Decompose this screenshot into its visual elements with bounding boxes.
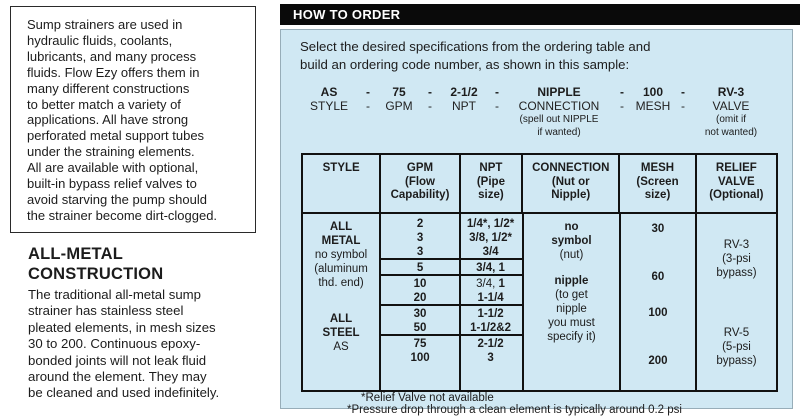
sample-connection-note: (spell out NIPPLE if wanted) — [519, 114, 599, 138]
sample-dash: - - — [495, 85, 499, 113]
ordering-instructions: Select the desired specifications from the ordering table and build an ordering code number, as shown in this sample: — [300, 39, 651, 72]
gpm-npt-group — [381, 260, 522, 276]
connection-column-cell: no symbol (nut) nipple (to get nipple you must specify it) — [522, 214, 619, 390]
sample-mesh-label: MESH — [635, 99, 671, 113]
sample-dash: - - — [366, 85, 370, 113]
header-connection: CONNECTION (Nut or Nipple) — [521, 155, 618, 212]
table-row: 50 1-1/2&2 — [413, 322, 512, 334]
table-row: 100 3 — [410, 352, 494, 364]
sample-valve-code: RV-3 — [717, 85, 745, 99]
section-body-text: The traditional all-metal sump strainer has stainless steel pleated elements, in mesh sizes 30 to 200. Continuous epoxy- bonded joints will not leak fluid around the element. They may be cleaned and used indefinitely. — [28, 287, 220, 401]
sample-ordering-code — [297, 85, 777, 139]
section-heading-all-metal-construction: ALL-METAL CONSTRUCTION — [28, 245, 164, 283]
gpm-npt-group — [381, 214, 522, 260]
mesh-column-cell: 30 60 100 200 — [619, 214, 695, 390]
sample-dash: - - — [428, 85, 432, 113]
sample-style-label: STYLE — [309, 99, 348, 113]
sample-dash: - - — [620, 85, 624, 113]
table-row: 2 1/4*, 1/2* — [416, 218, 515, 230]
sample-npt-label: NPT — [452, 99, 476, 113]
gpm-npt-group — [381, 276, 522, 306]
sample-valve-note: (omit if not wanted) — [704, 114, 758, 138]
how-to-order-title: HOW TO ORDER — [293, 7, 401, 22]
sample-connection-segment — [503, 85, 615, 139]
ordering-table-header-row — [303, 155, 776, 214]
sample-dash: - - — [681, 85, 685, 113]
sample-npt-segment — [437, 85, 491, 139]
style-column-cell: ALL METAL no symbol (aluminum thd. end) ALL STEEL AS — [314, 221, 368, 353]
ordering-table — [301, 153, 778, 392]
gpm-npt-divider — [459, 214, 461, 390]
sample-gpm-code: 75 — [392, 85, 406, 99]
sample-valve-label: VALVE — [712, 99, 750, 113]
sample-style-segment — [297, 85, 361, 139]
sample-mesh-code: 100 — [642, 85, 664, 99]
gpm-npt-group — [381, 306, 522, 336]
gpm-npt-group — [381, 336, 522, 390]
header-mesh: MESH (Screen size) — [618, 155, 694, 212]
ordering-table-body — [303, 214, 776, 390]
sample-mesh-segment — [629, 85, 677, 139]
table-row: 20 1-1/4 — [413, 292, 504, 304]
table-row: 75 2-1/2 — [413, 338, 504, 350]
sample-gpm-segment — [375, 85, 423, 139]
gpm-npt-columns — [379, 214, 522, 390]
sample-style-code: AS — [320, 85, 338, 99]
sample-npt-code: 2-1/2 — [450, 85, 478, 99]
table-row: 5 3/4, 1 — [416, 262, 505, 274]
sample-connection-code: NIPPLE — [537, 85, 581, 99]
table-row: 3 3/8, 1/2* — [416, 232, 512, 244]
sample-valve-segment — [689, 85, 773, 139]
how-to-order-header-bar — [280, 4, 800, 25]
sample-gpm-label: GPM — [385, 99, 413, 113]
relief-valve-column-cell: RV-3 (3-psi bypass) RV-5 (5-psi bypass) — [695, 214, 776, 390]
header-gpm: GPM (Flow Capability) — [379, 155, 458, 212]
table-row: 3 3/4 — [416, 246, 499, 258]
footnote-clipped: *Pressure drop through a clean element is typically around 0.2 psi — [347, 404, 682, 416]
header-style: STYLE — [322, 162, 360, 174]
table-row: 30 1-1/2 — [413, 308, 504, 320]
sample-connection-label: CONNECTION — [518, 99, 600, 113]
table-row: 10 3/4, 1 — [413, 278, 505, 290]
header-relief-valve: RELIEF VALVE (Optional) — [695, 155, 776, 212]
intro-text-box: Sump strainers are used in hydraulic fluids, coolants, lubricants, and many process fluids. Flow Ezy offers them in many different constructions to better match a variety of applications. All have strong perforated metal support tubes under the straining elements. All are available with optional, built-in bypass relief valves to avoid starving the pump should the strainer become dirt-clogged. — [10, 6, 256, 233]
ordering-panel — [280, 29, 793, 416]
footnote-relief-valve: *Relief Valve not available — [361, 392, 494, 404]
header-npt: NPT (Pipe size) — [459, 155, 521, 212]
